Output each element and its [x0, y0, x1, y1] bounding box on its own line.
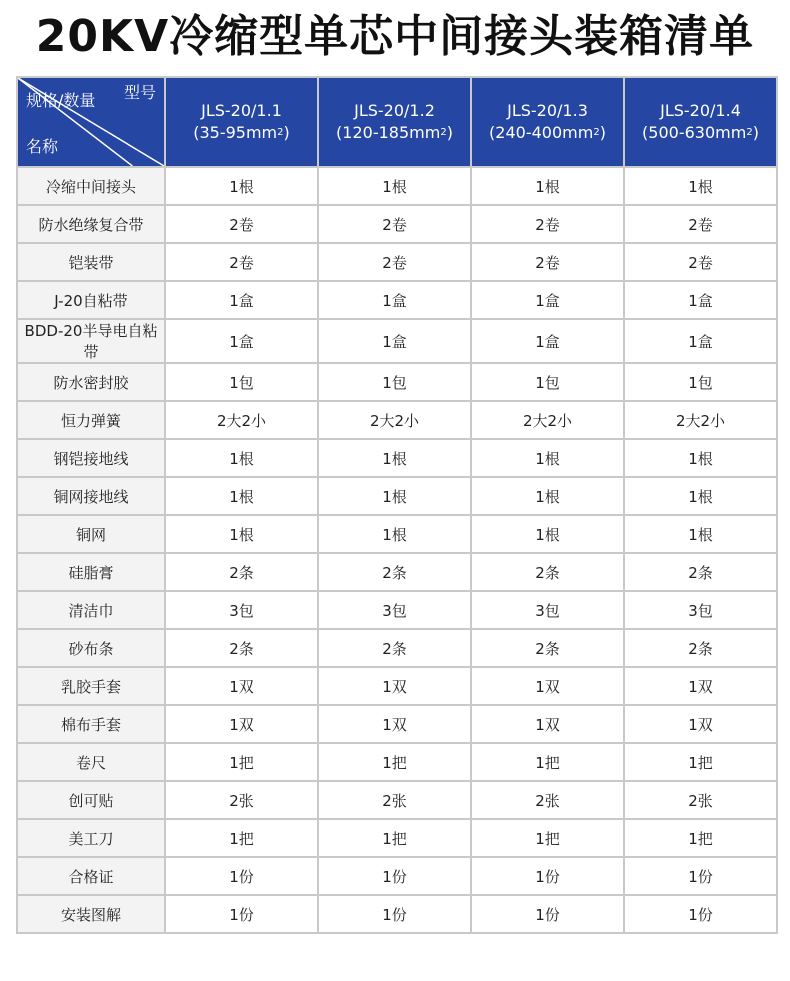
packing-list-table	[16, 76, 778, 934]
item-name-cell: BDD-20半导电自粘带	[17, 319, 165, 363]
model-header-4	[624, 77, 777, 167]
quantity-cell: 1份	[624, 857, 777, 895]
quantity-cell: 2条	[318, 553, 471, 591]
quantity-cell: 1份	[624, 895, 777, 933]
model-header-1	[165, 77, 318, 167]
quantity-cell: 1把	[165, 743, 318, 781]
table-row	[17, 591, 777, 629]
table-row	[17, 857, 777, 895]
quantity-cell: 1根	[471, 167, 624, 205]
quantity-cell: 1双	[471, 705, 624, 743]
quantity-cell: 1把	[624, 743, 777, 781]
quantity-cell: 1盒	[318, 319, 471, 363]
quantity-cell: 1双	[318, 667, 471, 705]
table-row	[17, 363, 777, 401]
corner-name-label: 名称	[26, 137, 59, 156]
quantity-cell: 1份	[471, 895, 624, 933]
item-name-cell: 硅脂膏	[17, 553, 165, 591]
quantity-cell: 1根	[624, 439, 777, 477]
quantity-cell: 1份	[318, 895, 471, 933]
item-name-cell: 铜网	[17, 515, 165, 553]
quantity-cell: 2大2小	[318, 401, 471, 439]
item-name-cell: J-20自粘带	[17, 281, 165, 319]
corner-model-label: 型号	[123, 83, 156, 102]
quantity-cell: 2条	[318, 629, 471, 667]
quantity-cell: 1包	[624, 363, 777, 401]
table-row	[17, 895, 777, 933]
page-title: 20KV冷缩型单芯中间接头装箱清单	[35, 11, 755, 62]
item-name-cell: 冷缩中间接头	[17, 167, 165, 205]
model-code: JLS-20/1.4	[660, 101, 741, 120]
item-name-cell: 清洁巾	[17, 591, 165, 629]
quantity-cell: 1份	[165, 857, 318, 895]
item-name-cell: 防水绝缘复合带	[17, 205, 165, 243]
item-name-cell: 砂布条	[17, 629, 165, 667]
quantity-cell: 1份	[318, 857, 471, 895]
table-row	[17, 667, 777, 705]
quantity-cell: 1根	[624, 477, 777, 515]
model-range: $(500-630mm^2)$	[642, 123, 759, 142]
item-name-cell: 安装图解	[17, 895, 165, 933]
quantity-cell: 1盒	[165, 281, 318, 319]
item-name-cell: 乳胶手套	[17, 667, 165, 705]
quantity-cell: 1根	[318, 477, 471, 515]
quantity-cell: 1根	[165, 439, 318, 477]
table-row	[17, 205, 777, 243]
quantity-cell: 2大2小	[165, 401, 318, 439]
quantity-cell: 3包	[318, 591, 471, 629]
model-range: $(120-185mm^2)$	[336, 123, 453, 142]
quantity-cell: 1双	[624, 705, 777, 743]
quantity-cell: 1根	[471, 439, 624, 477]
item-name-cell: 棉布手套	[17, 705, 165, 743]
quantity-cell: 1根	[165, 477, 318, 515]
item-name-cell: 钢铠接地线	[17, 439, 165, 477]
quantity-cell: 1盒	[471, 319, 624, 363]
table-row	[17, 319, 777, 363]
quantity-cell: 2卷	[318, 205, 471, 243]
quantity-cell: 1把	[165, 819, 318, 857]
quantity-cell: 3包	[471, 591, 624, 629]
table-row	[17, 477, 777, 515]
quantity-cell: 3包	[624, 591, 777, 629]
quantity-cell: 2大2小	[471, 401, 624, 439]
model-header-2	[318, 77, 471, 167]
corner-header-cell	[17, 77, 165, 167]
model-code: JLS-20/1.1	[201, 101, 282, 120]
quantity-cell: 2卷	[318, 243, 471, 281]
quantity-cell: 2大2小	[624, 401, 777, 439]
item-name-cell: 创可贴	[17, 781, 165, 819]
quantity-cell: 1双	[165, 705, 318, 743]
quantity-cell: 1根	[318, 439, 471, 477]
corner-spec-label: 规格/数量	[26, 91, 96, 110]
quantity-cell: 1根	[165, 167, 318, 205]
table-row	[17, 743, 777, 781]
table-row	[17, 553, 777, 591]
model-code: JLS-20/1.2	[354, 101, 435, 120]
table-body	[17, 167, 777, 933]
quantity-cell: 1根	[624, 515, 777, 553]
quantity-cell: 1盒	[318, 281, 471, 319]
model-range: $(240-400mm^2)$	[489, 123, 606, 142]
quantity-cell: 1根	[318, 515, 471, 553]
item-name-cell: 防水密封胶	[17, 363, 165, 401]
quantity-cell: 1盒	[624, 319, 777, 363]
table-row	[17, 629, 777, 667]
quantity-cell: 1盒	[471, 281, 624, 319]
quantity-cell: 1双	[318, 705, 471, 743]
quantity-cell: 2张	[624, 781, 777, 819]
quantity-cell: 2条	[165, 629, 318, 667]
quantity-cell: 1把	[471, 743, 624, 781]
quantity-cell: 2卷	[165, 205, 318, 243]
model-code: JLS-20/1.3	[507, 101, 588, 120]
table-row	[17, 401, 777, 439]
table-row	[17, 439, 777, 477]
quantity-cell: 1包	[471, 363, 624, 401]
quantity-cell: 1把	[318, 819, 471, 857]
quantity-cell: 1份	[165, 895, 318, 933]
quantity-cell: 1双	[165, 667, 318, 705]
quantity-cell: 2条	[624, 553, 777, 591]
quantity-cell: 2卷	[471, 205, 624, 243]
item-name-cell: 合格证	[17, 857, 165, 895]
item-name-cell: 卷尺	[17, 743, 165, 781]
quantity-cell: 2张	[165, 781, 318, 819]
quantity-cell: 1把	[624, 819, 777, 857]
quantity-cell: 2卷	[624, 205, 777, 243]
quantity-cell: 1份	[471, 857, 624, 895]
table-row	[17, 515, 777, 553]
table-row	[17, 705, 777, 743]
quantity-cell: 3包	[165, 591, 318, 629]
quantity-cell: 1根	[318, 167, 471, 205]
quantity-cell: 2张	[471, 781, 624, 819]
table-row	[17, 167, 777, 205]
item-name-cell: 美工刀	[17, 819, 165, 857]
quantity-cell: 1根	[471, 477, 624, 515]
table-row	[17, 781, 777, 819]
quantity-cell: 1包	[318, 363, 471, 401]
quantity-cell: 2条	[471, 553, 624, 591]
item-name-cell: 铜网接地线	[17, 477, 165, 515]
table-row	[17, 243, 777, 281]
quantity-cell: 2卷	[471, 243, 624, 281]
model-range: $(35-95mm^2)$	[193, 123, 290, 142]
quantity-cell: 1双	[471, 667, 624, 705]
quantity-cell: 2条	[165, 553, 318, 591]
quantity-cell: 1包	[165, 363, 318, 401]
quantity-cell: 1根	[165, 515, 318, 553]
quantity-cell: 1双	[624, 667, 777, 705]
quantity-cell: 1把	[318, 743, 471, 781]
table-row	[17, 819, 777, 857]
quantity-cell: 2条	[471, 629, 624, 667]
model-header-3	[471, 77, 624, 167]
quantity-cell: 1盒	[624, 281, 777, 319]
quantity-cell: 1把	[471, 819, 624, 857]
quantity-cell: 1盒	[165, 319, 318, 363]
item-name-cell: 恒力弹簧	[17, 401, 165, 439]
item-name-cell: 铠装带	[17, 243, 165, 281]
quantity-cell: 2卷	[165, 243, 318, 281]
quantity-cell: 1根	[471, 515, 624, 553]
table-row	[17, 281, 777, 319]
quantity-cell: 2条	[624, 629, 777, 667]
quantity-cell: 1根	[624, 167, 777, 205]
header-row	[17, 77, 777, 167]
quantity-cell: 2张	[318, 781, 471, 819]
quantity-cell: 2卷	[624, 243, 777, 281]
